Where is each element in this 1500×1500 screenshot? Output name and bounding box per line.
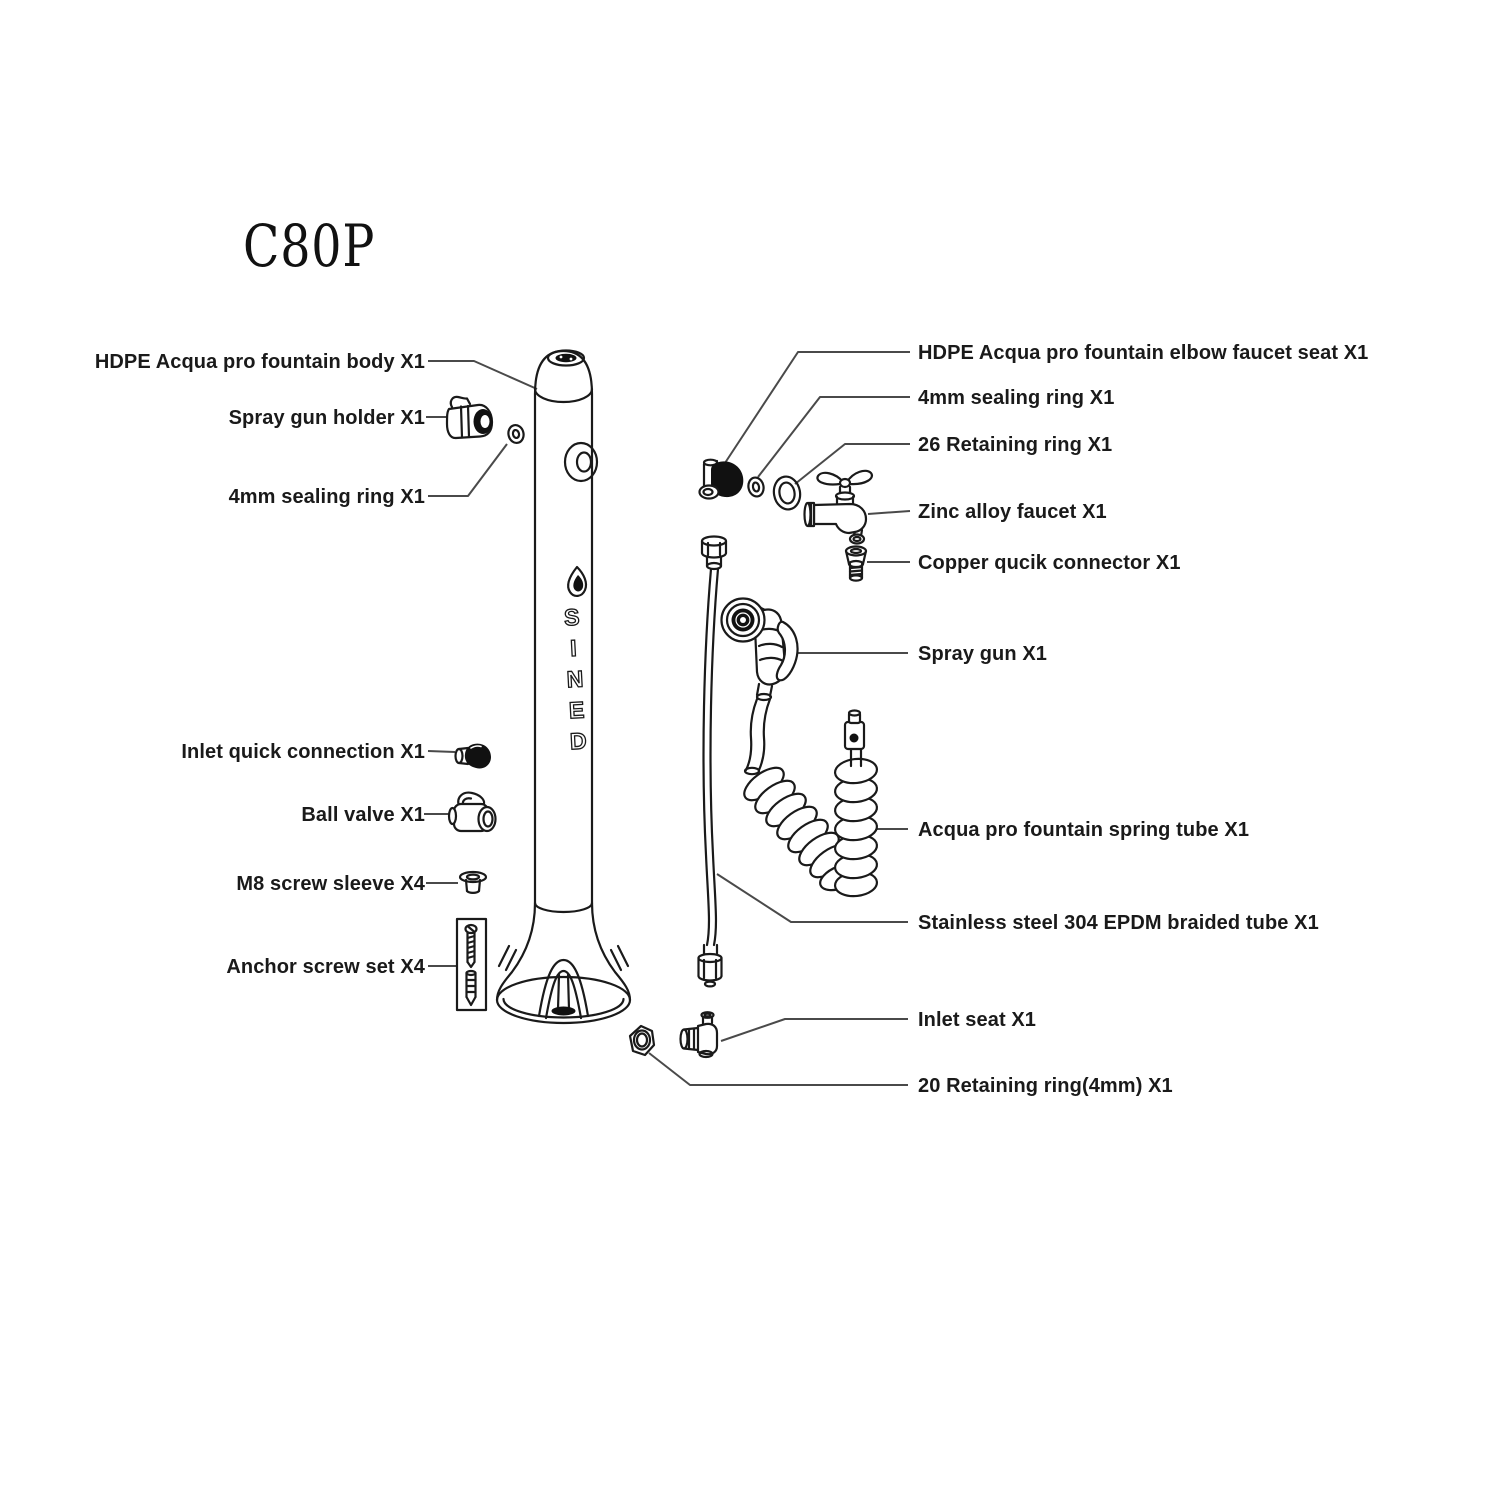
- label-sealing-ring-right: 4mm sealing ring X1: [918, 387, 1115, 409]
- inlet-quick-connection-drawing: [456, 744, 492, 769]
- label-spray-gun-holder: Spray gun holder X1: [228, 407, 425, 429]
- label-spray-gun: Spray gun X1: [918, 643, 1048, 665]
- sined-leaf-icon: [568, 567, 586, 596]
- anchor-screw-set-drawing: [457, 919, 486, 1010]
- brand-logo-text: SINED: [558, 603, 593, 760]
- label-sealing-ring-left: 4mm sealing ring X1: [228, 486, 425, 508]
- label-copper-quick-connector: Copper qucik connector X1: [918, 552, 1181, 574]
- ball-valve-drawing: [449, 793, 496, 831]
- elbow-faucet-seat-drawing: [700, 460, 744, 499]
- spring-tube-drawing: [739, 711, 878, 899]
- sealing-ring-left-drawing: [507, 423, 526, 444]
- sealing-ring-right-drawing: [747, 476, 766, 498]
- label-anchor-screw-set: Anchor screw set X4: [226, 956, 425, 978]
- label-retaining-ring-26: 26 Retaining ring X1: [918, 434, 1113, 456]
- label-elbow-faucet-seat: HDPE Acqua pro fountain elbow faucet seat X1: [918, 342, 1369, 364]
- spray-gun-drawing: [722, 599, 798, 775]
- inlet-seat-drawing: [681, 1012, 718, 1057]
- diagram-title: C80P: [243, 212, 376, 280]
- label-braided-tube: Stainless steel 304 EPDM braided tube X1: [918, 912, 1319, 934]
- retaining-ring-20-drawing: [630, 1026, 654, 1055]
- label-spring-tube: Acqua pro fountain spring tube X1: [918, 819, 1250, 841]
- label-zinc-alloy-faucet: Zinc alloy faucet X1: [918, 501, 1107, 523]
- label-inlet-quick-connection: Inlet quick connection X1: [181, 741, 425, 763]
- braided-tube-drawing: [699, 537, 727, 987]
- leader-lines: [424, 352, 910, 1085]
- m8-screw-sleeve-drawing: [460, 872, 486, 893]
- label-m8-screw-sleeve: M8 screw sleeve X4: [236, 873, 425, 895]
- label-fountain-body: HDPE Acqua pro fountain body X1: [94, 351, 425, 373]
- label-retaining-ring-20: 20 Retaining ring(4mm) X1: [918, 1075, 1173, 1097]
- copper-quick-connector-drawing: [846, 547, 866, 581]
- label-ball-valve: Ball valve X1: [301, 804, 425, 826]
- spray-gun-holder-drawing: [447, 397, 493, 438]
- retaining-ring-26-drawing: [771, 474, 802, 511]
- label-inlet-seat: Inlet seat X1: [918, 1009, 1037, 1031]
- zinc-alloy-faucet-drawing: [805, 471, 872, 544]
